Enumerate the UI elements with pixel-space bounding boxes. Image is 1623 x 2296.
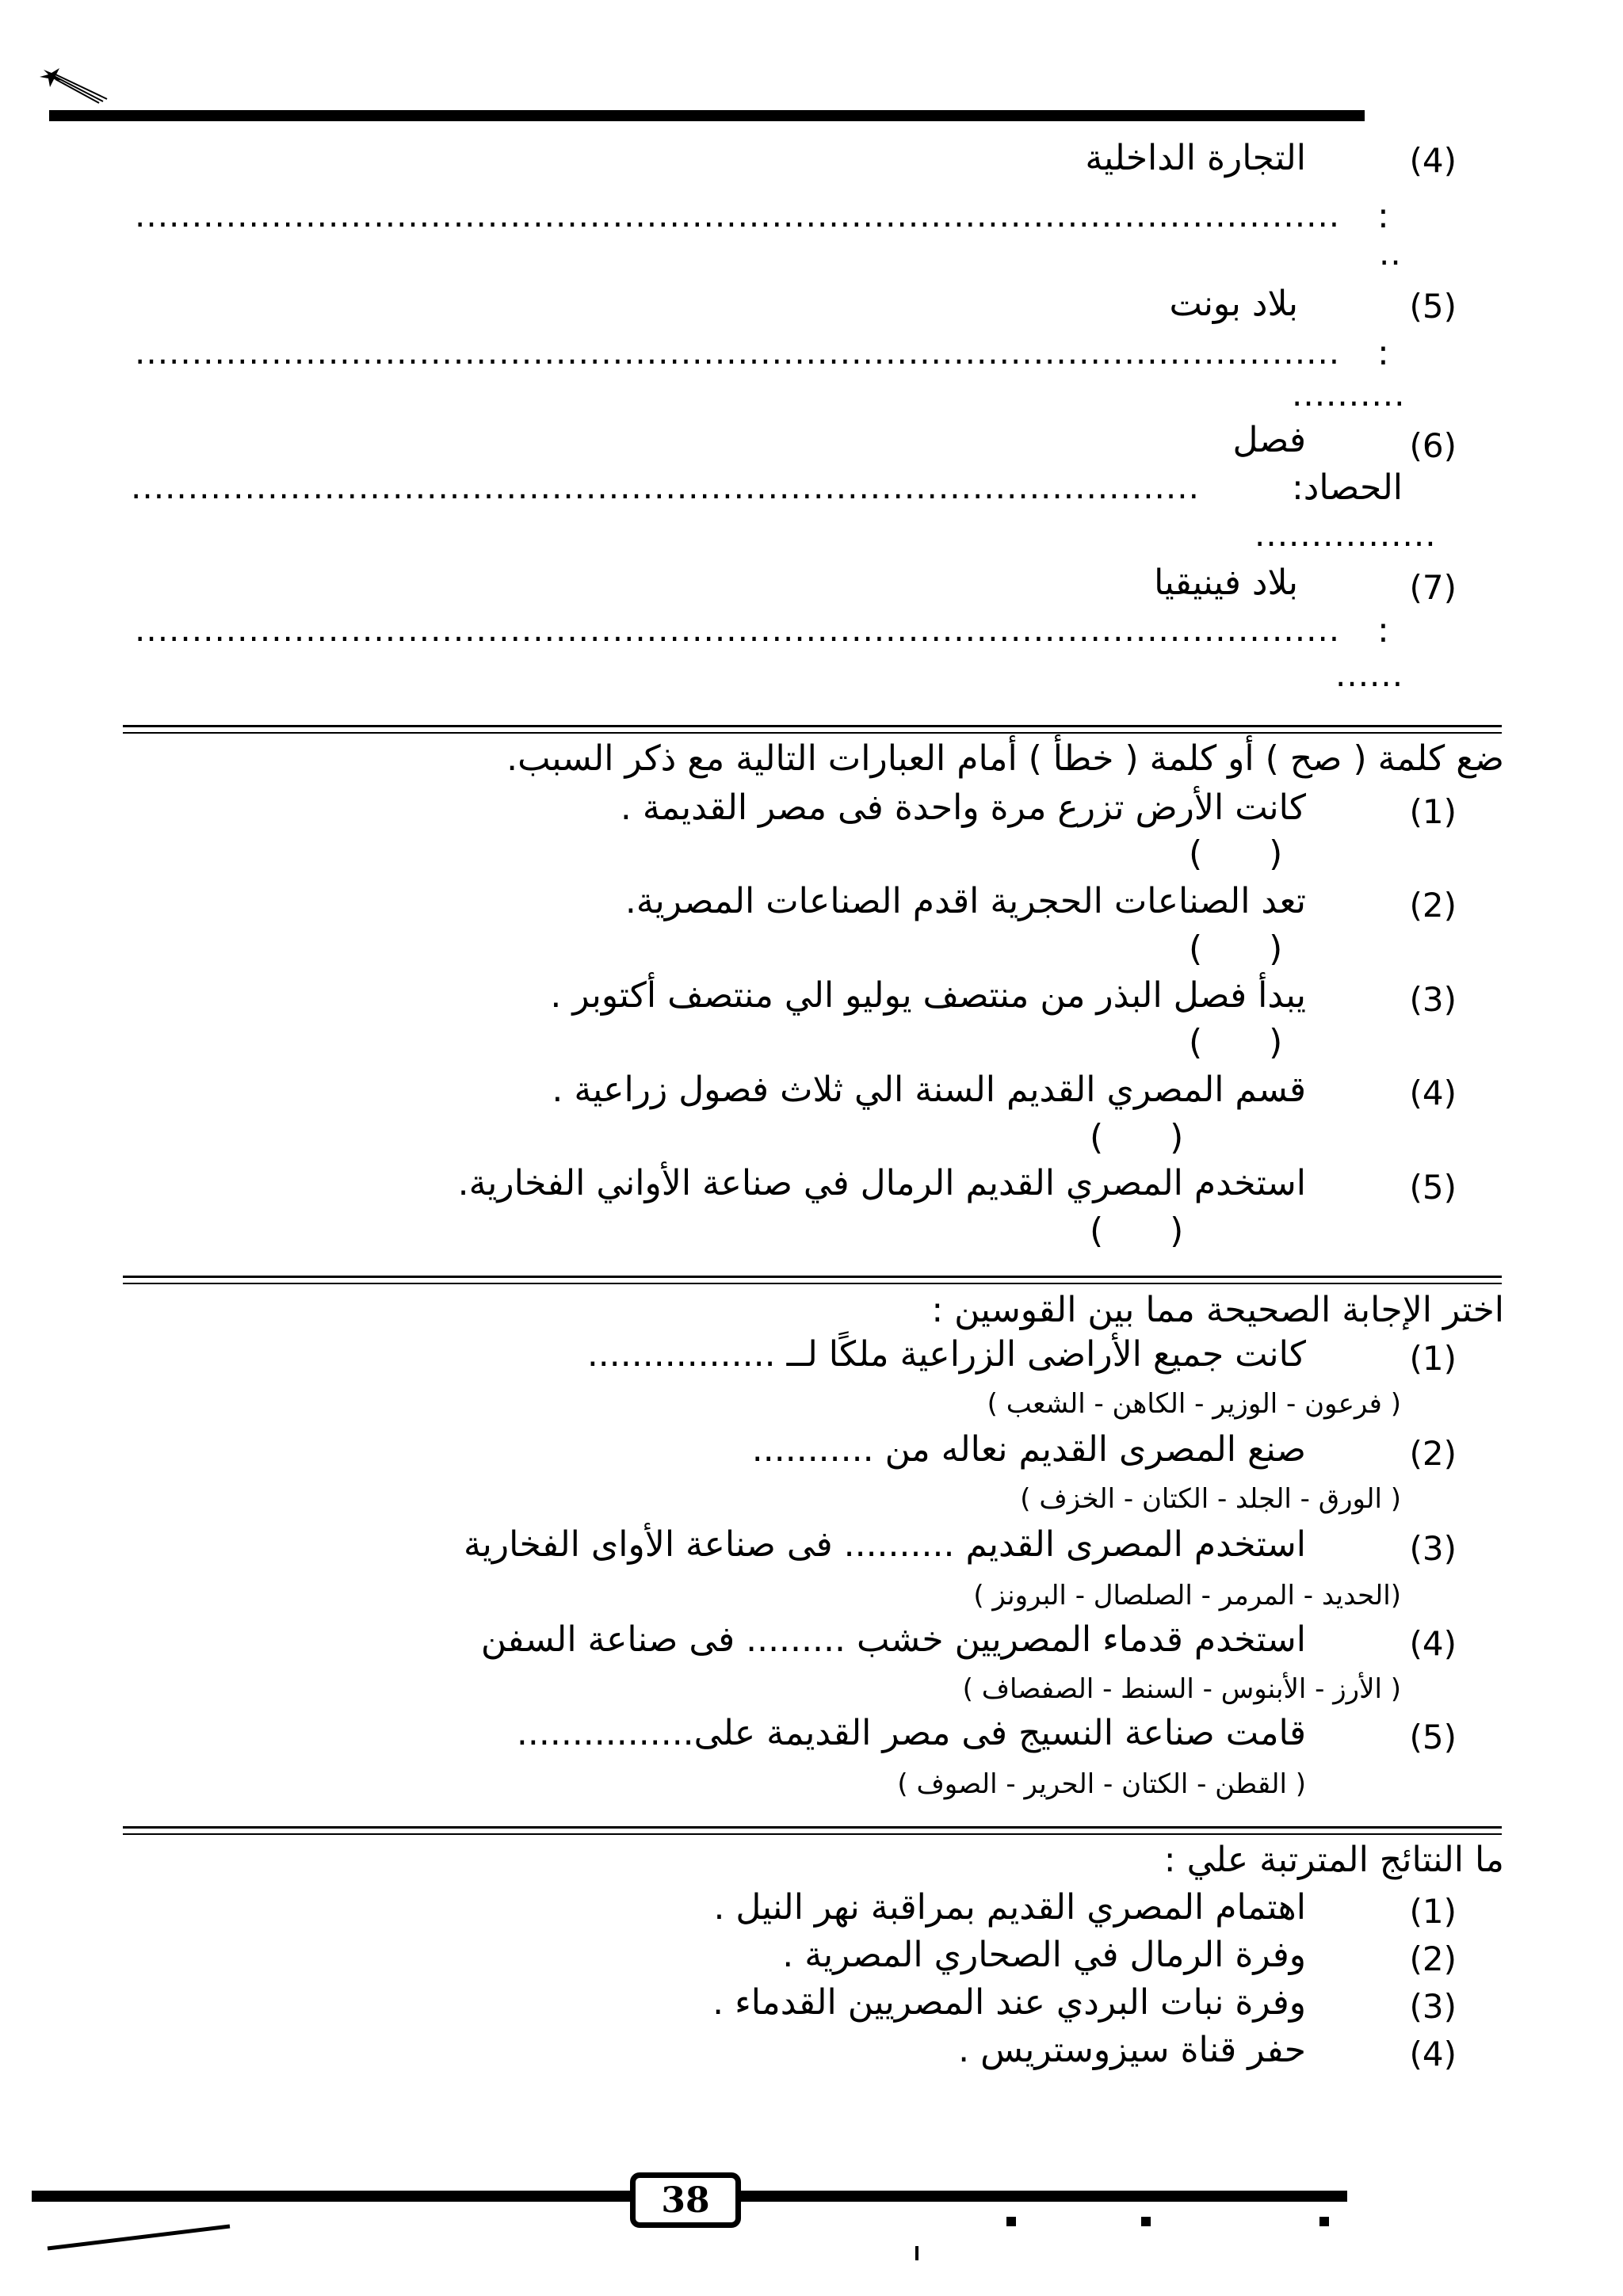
question-text: تعد الصناعات الحجرية اقدم الصناعات المصرية. xyxy=(624,881,1306,921)
answer-dots-tail: .......... xyxy=(1292,375,1406,414)
definition-term: فصل xyxy=(1232,420,1306,460)
question-number: (2) xyxy=(1409,1939,1457,1978)
answer-box[interactable]: ( ) xyxy=(1189,833,1283,874)
choice-options: (الحديد - المرمر - الصلصال - البرونز ) xyxy=(973,1580,1401,1611)
section-heading: اختر الإجابة الصحيحة مما بين القوسين : xyxy=(931,1290,1504,1330)
answer-colon: : xyxy=(1377,610,1389,650)
question-text: اهتمام المصري القديم بمراقبة نهر النيل . xyxy=(713,1887,1306,1928)
answer-colon: : xyxy=(1377,196,1389,236)
question-text: صنع المصرى القديم نعاله من ........... xyxy=(751,1429,1306,1470)
question-number: (3) xyxy=(1409,1987,1457,2026)
section-heading: ضع كلمة ( صح ) أو كلمة ( خطأ ) أمام العبارات التالية مع ذكر السبب. xyxy=(506,738,1504,779)
definition-number: (7) xyxy=(1409,568,1457,607)
question-text: قسم المصري القديم السنة الي ثلاث فصول زراعية . xyxy=(552,1070,1306,1110)
question-text: وفرة نبات البردي عند المصريين القدماء . xyxy=(712,1982,1306,2023)
question-number: (4) xyxy=(1409,1074,1457,1112)
section-divider xyxy=(123,1826,1502,1831)
definition-number: (4) xyxy=(1409,141,1457,180)
footer-mark xyxy=(1141,2217,1151,2226)
footer-slash xyxy=(48,2226,230,2248)
answer-dots: .......................................................................................................... xyxy=(135,196,1341,235)
question-text: كانت جميع الأراضى الزراعية ملكًا لــ ................. xyxy=(586,1334,1306,1375)
definition-term-continued: الحصاد: xyxy=(1291,467,1403,508)
header-rule xyxy=(49,110,1365,121)
footer-mark xyxy=(1006,2217,1016,2226)
choice-options: ( الأرز - الأبنوس - السنط - الصفصاف ) xyxy=(962,1673,1401,1705)
footer-decoration xyxy=(0,2139,1623,2296)
definition-term: التجارة الداخلية xyxy=(1085,138,1306,178)
footer-mark xyxy=(915,2246,918,2260)
star-icon xyxy=(40,68,107,103)
answer-box[interactable]: ( ) xyxy=(1189,929,1283,969)
question-number: (3) xyxy=(1409,1529,1457,1568)
question-number: (2) xyxy=(1409,886,1457,925)
answer-box[interactable]: ( ) xyxy=(1090,1211,1184,1251)
question-number: (5) xyxy=(1409,1168,1457,1207)
definition-term: بلاد بونت xyxy=(1169,284,1298,324)
answer-dots-tail: ...... xyxy=(1335,655,1404,694)
section-divider xyxy=(123,1276,1502,1280)
choice-options: ( فرعون - الوزير - الكاهن - الشعب ) xyxy=(987,1388,1401,1420)
section-heading: ما النتائج المترتبة علي : xyxy=(1163,1840,1504,1880)
question-text: يبدأ فصل البذر من منتصف يوليو الي منتصف أكتوبر . xyxy=(550,975,1306,1016)
answer-box[interactable]: ( ) xyxy=(1189,1022,1283,1062)
answer-colon: : xyxy=(1377,333,1389,373)
answer-box[interactable]: ( ) xyxy=(1090,1117,1184,1158)
question-number: (2) xyxy=(1409,1434,1457,1473)
answer-dots: .......................................................................................................... xyxy=(135,333,1341,372)
question-text: استخدم قدماء المصريين خشب ......... فى صناعة السفن xyxy=(480,1619,1306,1660)
answer-dots-tail: ................ xyxy=(1254,515,1437,554)
answer-dots-tail: .. xyxy=(1379,234,1402,273)
definition-number: (5) xyxy=(1409,287,1457,326)
choice-options: ( القطن - الكتان - الحرير - الصوف ) xyxy=(897,1768,1306,1800)
choice-options: ( الورق - الجلد - الكتان - الخزف ) xyxy=(1020,1483,1401,1515)
question-number: (1) xyxy=(1409,1339,1457,1378)
question-number: (3) xyxy=(1409,980,1457,1019)
question-number: (4) xyxy=(1409,2035,1457,2073)
header-decoration xyxy=(0,0,1623,135)
page-number-box xyxy=(630,2172,741,2228)
footer-mark xyxy=(1319,2217,1329,2226)
question-text: حفر قناة سيزوستريس . xyxy=(958,2030,1306,2070)
question-text: كانت الأرض تزرع مرة واحدة فى مصر القديمة . xyxy=(620,788,1306,828)
answer-dots: .............................................................................................. xyxy=(131,467,1200,506)
question-text: قامت صناعة النسيج فى مصر القديمة على................ xyxy=(516,1713,1306,1753)
question-number: (5) xyxy=(1409,1718,1457,1756)
page-number: 38 xyxy=(661,2180,710,2221)
section-divider xyxy=(123,725,1502,730)
answer-dots: .......................................................................................................... xyxy=(135,610,1341,649)
definition-number: (6) xyxy=(1409,426,1457,465)
question-number: (1) xyxy=(1409,792,1457,831)
question-text: وفرة الرمال في الصحاري المصرية . xyxy=(782,1935,1306,1975)
question-number: (1) xyxy=(1409,1892,1457,1931)
definition-term: بلاد فينيقيا xyxy=(1154,563,1298,603)
question-number: (4) xyxy=(1409,1624,1457,1663)
question-text: استخدم المصرى القديم .......... فى صناعة الأواى الفخارية xyxy=(464,1524,1306,1565)
question-text: استخدم المصري القديم الرمال في صناعة الأواني الفخارية. xyxy=(457,1163,1306,1203)
